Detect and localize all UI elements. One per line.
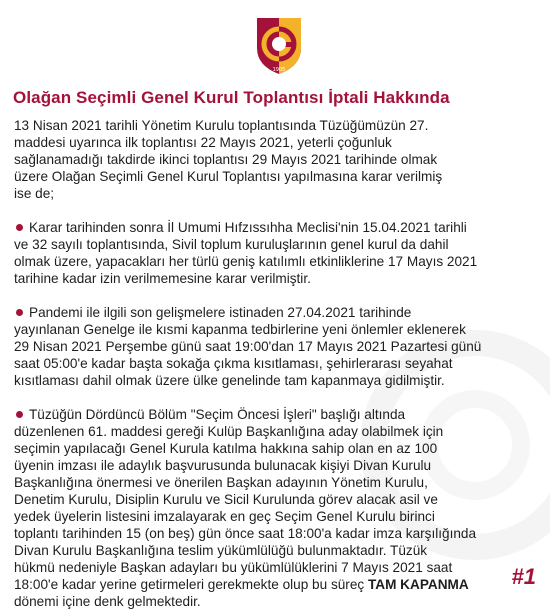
bullet-line: dönemi içine denk gelmektedir. [14, 594, 201, 609]
bullet-line: kısıtlaması dahil olmak üzere ülke genelinde tam kapanmaya gidilmiştir. [14, 373, 445, 388]
bullet-line: seçimin yapılacağı Genel Kurula katılma hakkına sahip olan en az 100 [14, 441, 438, 456]
bullet-line: yayınlanan Genelge ile kısmi kapanma tedbirlerine yeni önlemler eklenerek [14, 322, 466, 337]
intro-line: 13 Nisan 2021 tarihli Yönetim Kurulu toplantısında Tüzüğümüzün 27. [14, 118, 429, 133]
bullet-paragraph-2 [14, 304, 542, 389]
intro-line: üzere Olağan Seçimli Genel Kurul Toplantısı yapılmasına karar verilmiş [14, 169, 443, 184]
intro-paragraph [14, 117, 542, 202]
intro-line: ise de; [14, 186, 55, 201]
page-number: #1 [511, 564, 536, 589]
bullet-line: Tüzüğün Dördüncü Bölüm "Seçim Öncesi İşleri" başlığı altında [29, 407, 406, 422]
bullet-paragraph-3 [14, 406, 542, 610]
club-logo [253, 14, 305, 76]
document-body [14, 117, 542, 610]
bullet-line: Divan Kurulu Başkanlığına teslim yükümlülüğü bulunmaktadır. Tüzük [14, 543, 428, 558]
bullet-line: hükmü nedeniyle Başkan adayları bu yükümlülüklerini 7 Mayıs 2021 saat [14, 560, 453, 575]
bullet-icon [16, 309, 23, 316]
bullet-paragraph-1 [14, 219, 542, 287]
bullet-icon [16, 411, 23, 418]
intro-line: maddesi uyarınca ilk toplantısı 22 Mayıs 2021, yeterli çoğunluk [14, 135, 392, 150]
logo-year: 1905 [272, 67, 286, 73]
page-title: Olağan Seçimli Genel Kurul Toplantısı İptali Hakkında [13, 88, 450, 107]
intro-line: sağlanamadığı takdirde ikinci toplantısı 29 Mayıs 2021 tarihinde olmak [14, 152, 438, 167]
emphasis-text: TAM KAPANMA [367, 577, 469, 592]
bullet-line: tarihine kadar izin verilmemesine karar verilmiştir. [14, 271, 311, 286]
bullet-icon [16, 224, 23, 231]
club-crest-icon [253, 14, 305, 76]
bullet-line: Pandemi ile ilgili son gelişmelere istinaden 27.04.2021 tarihinde [29, 305, 412, 320]
bullet-line: Karar tarihinden sonra İl Umumi Hıfzıssıhha Meclisi'nin 15.04.2021 tarihli [29, 220, 467, 235]
bullet-line: saat 05:00'e kadar başta sokağa çıkma kısıtlaması, şehirlerarası seyahat [14, 356, 453, 371]
bullet-line: 29 Nisan 2021 Perşembe günü saat 19:00'dan 17 Mayıs 2021 Pazartesi günü [14, 339, 482, 354]
bullet-line: düzenlenen 61. maddesi gereği Kulüp Başkanlığına aday olabilmek için [14, 424, 444, 439]
bullet-line: üyenin imzası ile adaylık başvurusunda bulunacak kişiyi Divan Kurulu [14, 458, 432, 473]
bullet-line: 18:00'e kadar yerine getirmeleri gerekmekte olup bu süreç [14, 577, 368, 592]
bullet-line: toplantı tarihinden 15 (on beş) gün önce saat 18:00'a kadar imza karşılığında [14, 526, 477, 541]
bullet-line: ve 32 sayılı toplantısında, Sivil toplum kuruluşlarının genel kurul da dahil [14, 237, 449, 252]
bullet-line: Denetim Kurulu, Disiplin Kurulu ve Sicil Kurulunda görev alacak asil ve [14, 492, 438, 507]
bullet-line: Başkanlığına önermesi ve önerilen Başkan adayının Yönetim Kurulu, [14, 475, 428, 490]
bullet-line: yedek üyelerin listesini imzalayarak en geç Seçim Genel Kurulu birinci [14, 509, 435, 524]
bullet-line: olmak üzere, yapacakları her türlü geniş katılımlı etkinliklerine 17 Mayıs 2021 [14, 254, 478, 269]
